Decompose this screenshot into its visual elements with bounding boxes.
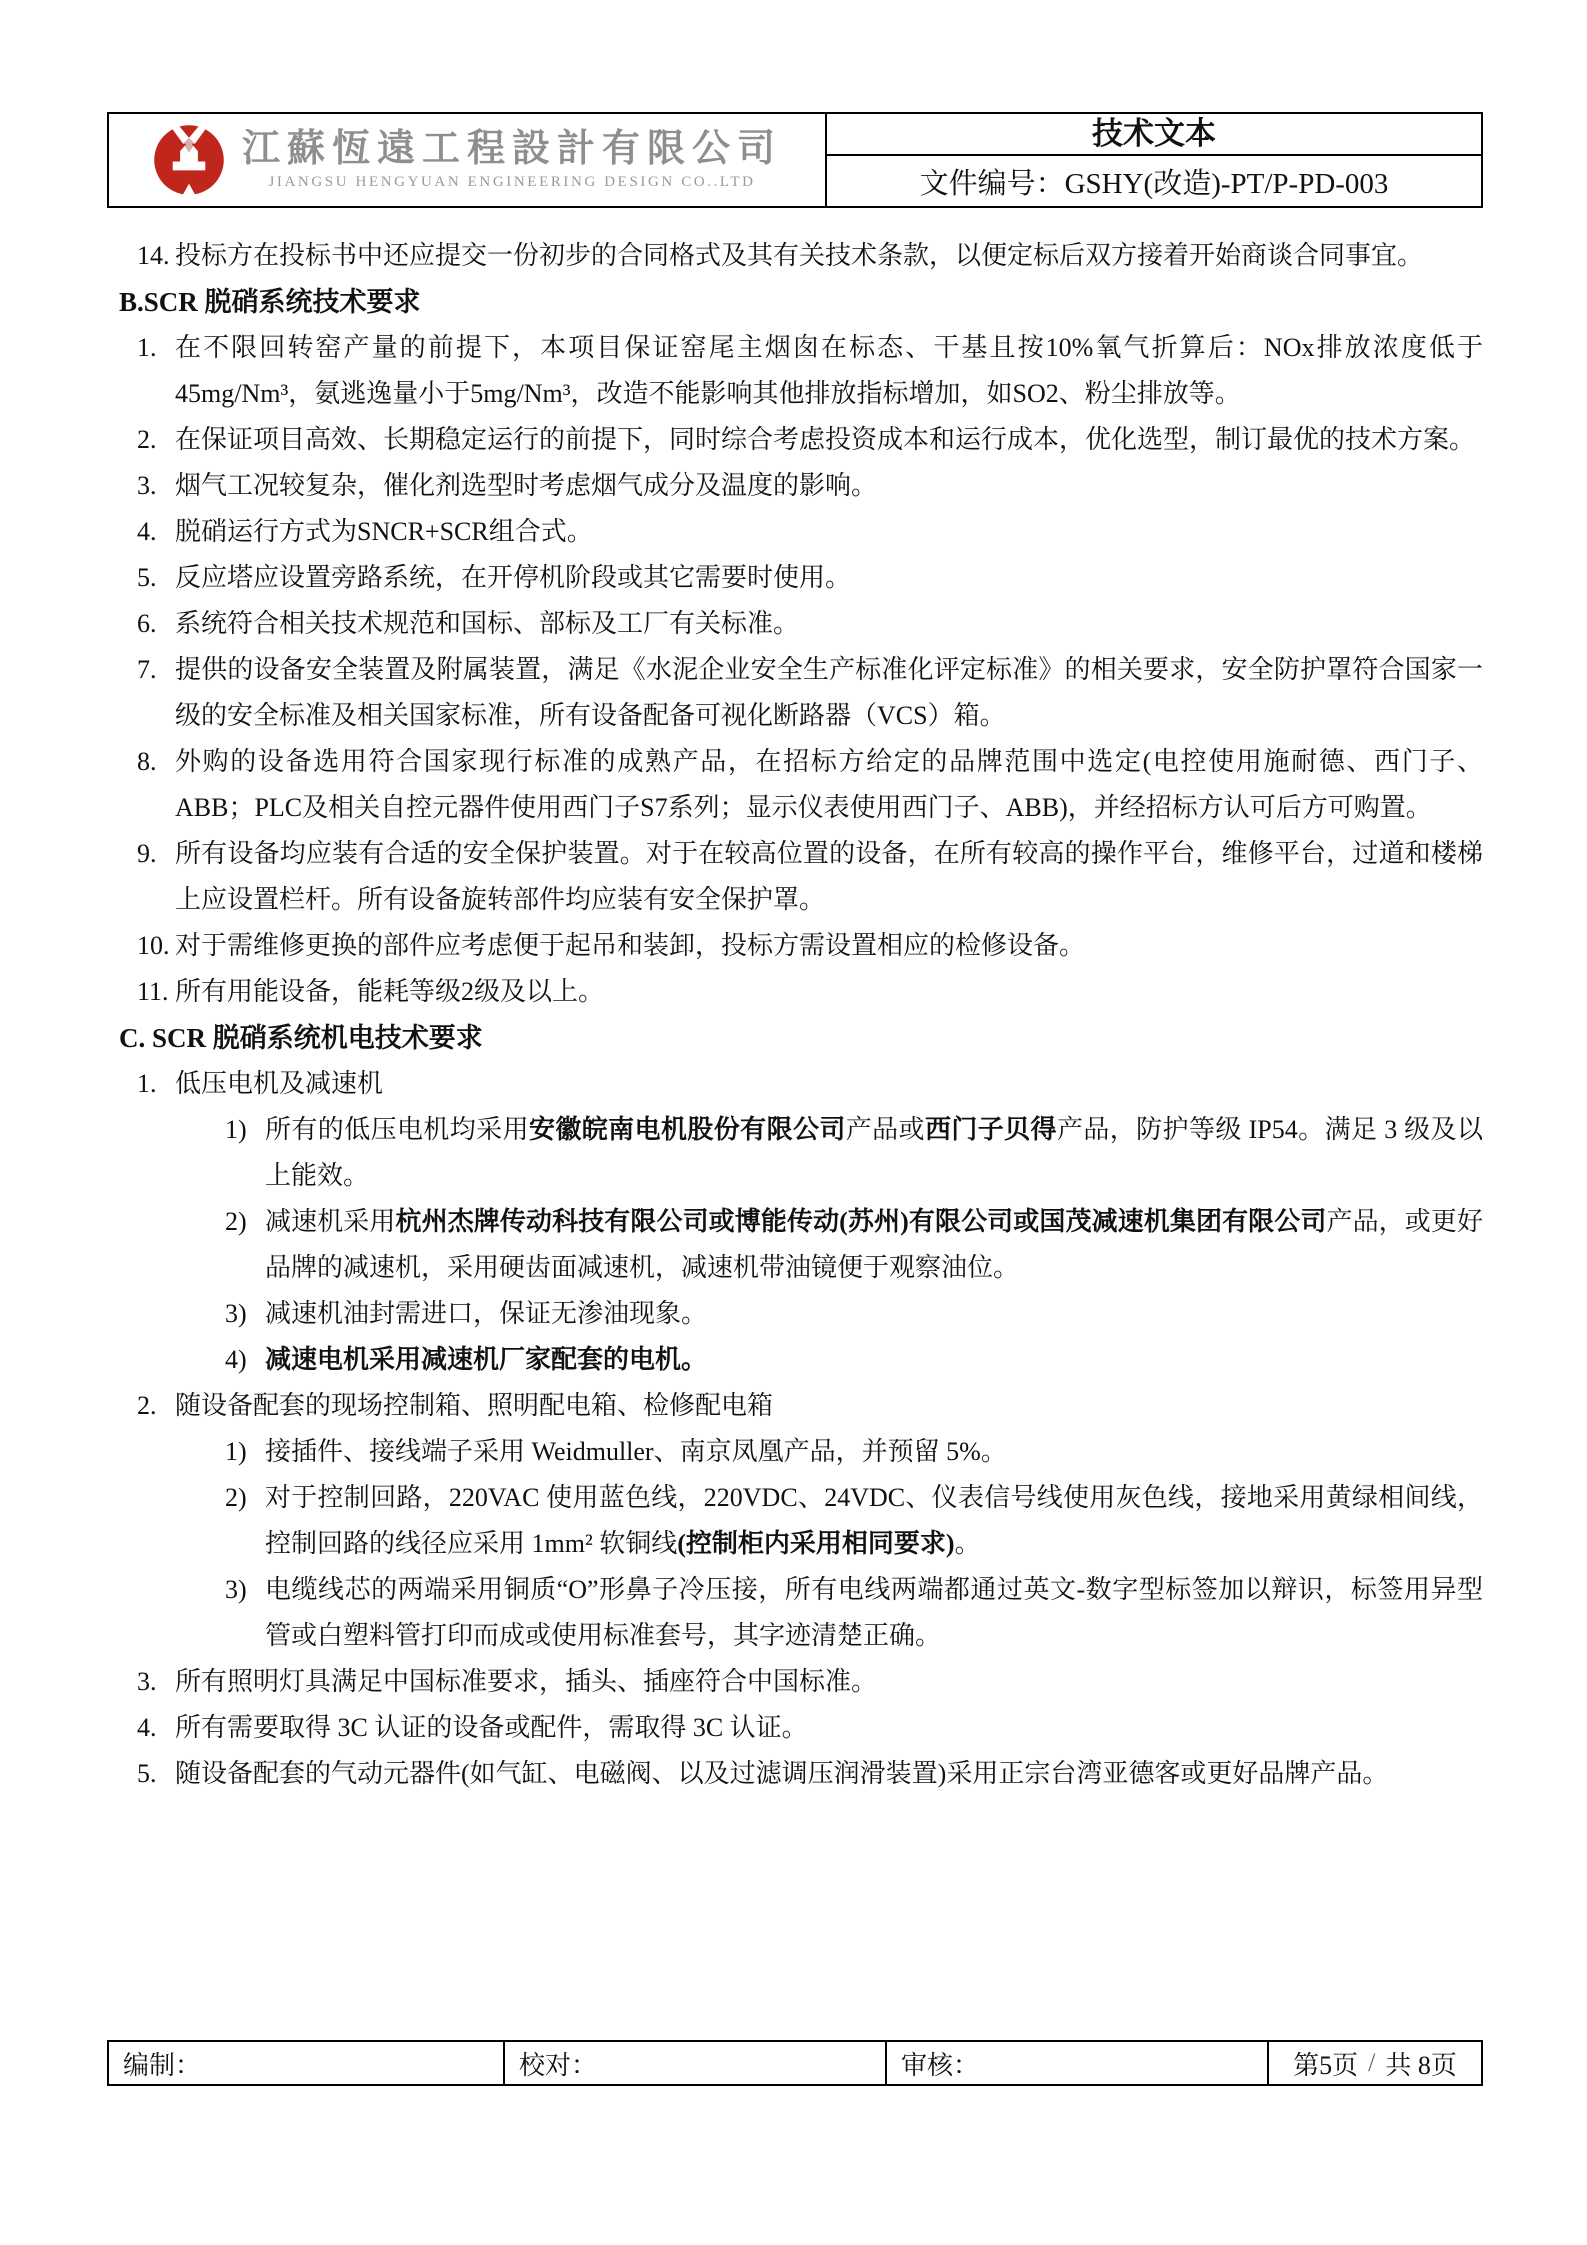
list-item-text: 所有用能设备，能耗等级2级及以上。 bbox=[175, 977, 605, 1006]
section-heading-b: B.SCR 脱硝系统技术要求 bbox=[119, 287, 421, 317]
list-item bbox=[137, 923, 1483, 969]
list-item-marker: 3) bbox=[225, 1575, 247, 1604]
list-item-text: 系统符合相关技术规范和国标、部标及工厂有关标准。 bbox=[175, 609, 800, 638]
list-item-text: 随设备配套的现场控制箱、照明配电箱、检修配电箱 bbox=[175, 1391, 774, 1420]
list-item-marker: 4. bbox=[137, 517, 157, 546]
list-item bbox=[137, 1659, 1483, 1705]
list-item-text: 减速电机采用减速机厂家配套的电机。 bbox=[265, 1345, 708, 1374]
list-item-marker: 2. bbox=[137, 1391, 157, 1420]
sub-list-item bbox=[225, 1107, 1483, 1199]
list-item-marker: 4) bbox=[225, 1345, 247, 1374]
list-item-marker: 1. bbox=[137, 333, 157, 362]
document-header bbox=[107, 112, 1483, 208]
sub-list-item bbox=[225, 1567, 1483, 1659]
list-item bbox=[137, 325, 1483, 417]
list-item-marker: 5. bbox=[137, 1759, 157, 1788]
doc-number-label: 文件编号： bbox=[919, 167, 1065, 200]
reviewed-by-label: 审核： bbox=[901, 2050, 980, 2080]
list-item-text: 电缆线芯的两端采用铜质“O”形鼻子冷压接，所有电线两端都通过英文-数字型标签加以辩识，标签用异型管或白塑料管打印而成或使用标准套号，其字迹清楚正确。 bbox=[265, 1575, 1483, 1650]
doc-number-value: GSHY(改造)-PT/P-PD-003 bbox=[1064, 167, 1389, 200]
list-item-marker: 10. bbox=[137, 931, 170, 960]
list-item bbox=[137, 969, 1483, 1015]
list-item-text: 外购的设备选用符合国家现行标准的成熟产品，在招标方给定的品牌范围中选定(电控使用施耐德、西门子、ABB；PLC及相关自控元器件使用西门子S7系列；显示仪表使用西门子、ABB)，并经招标方认可后方可购置。 bbox=[175, 747, 1483, 822]
list-item-marker: 3. bbox=[137, 471, 157, 500]
list-item-text: 对于控制回路，220VAC 使用蓝色线，220VDC、24VDC、仪表信号线使用灰色线，接地采用黄绿相间线，控制回路的线径应采用 1mm² 软铜线(控制柜内采用相同要求)。 bbox=[265, 1483, 1483, 1558]
page-total: 共 8页 bbox=[1385, 2050, 1457, 2080]
document-body bbox=[107, 233, 1483, 1797]
list-item-text: 接插件、接线端子采用 Weidmuller、南京凤凰产品，并预留 5%。 bbox=[265, 1437, 1007, 1466]
list-item-marker: 2) bbox=[225, 1207, 247, 1236]
list-item-marker: 2) bbox=[225, 1483, 247, 1512]
company-name-cn: 江蘇恆遠工程設計有限公司 bbox=[241, 128, 782, 170]
list-item-marker: 3) bbox=[225, 1299, 247, 1328]
page-current: 第5页 bbox=[1293, 2050, 1359, 2080]
list-item-text: 所有照明灯具满足中国标准要求，插头、插座符合中国标准。 bbox=[175, 1667, 878, 1696]
list-item bbox=[137, 463, 1483, 509]
company-block bbox=[109, 114, 827, 206]
sub-list-item bbox=[225, 1429, 1483, 1475]
list-item-marker: 7. bbox=[137, 655, 157, 684]
list-item-text: 脱硝运行方式为SNCR+SCR组合式。 bbox=[175, 517, 593, 546]
list-item-marker: 8. bbox=[137, 747, 157, 776]
list-item bbox=[137, 601, 1483, 647]
list-item-marker: 9. bbox=[137, 839, 157, 868]
footer-cell-page-number bbox=[1269, 2042, 1481, 2084]
list-item bbox=[137, 647, 1483, 739]
list-item-text: 提供的设备安全装置及附属装置，满足《水泥企业安全生产标准化评定标准》的相关要求，安全防护罩符合国家一级的安全标准及相关国家标准，所有设备配备可视化断路器（VCS）箱。 bbox=[175, 655, 1483, 730]
list-item-text: 随设备配套的气动元器件(如气缸、电磁阀、以及过滤调压润滑装置)采用正宗台湾亚德客或更好品牌产品。 bbox=[175, 1759, 1389, 1788]
list-item-text: 所有需要取得 3C 认证的设备或配件，需取得 3C 认证。 bbox=[175, 1713, 808, 1742]
list-item-marker: 4. bbox=[137, 1713, 157, 1742]
footer-cell-prepared-by bbox=[109, 2042, 505, 2084]
list-item bbox=[137, 831, 1483, 923]
list-item-marker: 5. bbox=[137, 563, 157, 592]
section-heading-c: C. SCR 脱硝系统机电技术要求 bbox=[119, 1023, 483, 1053]
list-item-marker: 2. bbox=[137, 425, 157, 454]
list-item-text: 减速机油封需进口，保证无渗油现象。 bbox=[265, 1299, 708, 1328]
prepared-by-label: 编制： bbox=[123, 2050, 202, 2080]
doc-type-title: 技术文本 bbox=[827, 114, 1481, 156]
doc-number bbox=[827, 156, 1481, 206]
list-item-text: 在保证项目高效、长期稳定运行的前提下，同时综合考虑投资成本和运行成本，优化选型，制订最优的技术方案。 bbox=[175, 425, 1476, 454]
checked-by-label: 校对： bbox=[519, 2050, 598, 2080]
list-item-text: 低压电机及减速机 bbox=[175, 1069, 384, 1098]
list-item-marker: 1) bbox=[225, 1115, 247, 1144]
list-item-text: 减速机采用杭州杰牌传动科技有限公司或博能传动(苏州)有限公司或国茂减速机集团有限公司产品，或更好品牌的减速机，采用硬齿面减速机，减速机带油镜便于观察油位。 bbox=[265, 1207, 1483, 1282]
list-item bbox=[137, 417, 1483, 463]
header-right bbox=[827, 114, 1481, 206]
list-item-marker: 11. bbox=[137, 977, 169, 1006]
list-item-marker: 14. bbox=[137, 241, 170, 270]
list-item bbox=[137, 1705, 1483, 1751]
footer-cell-reviewed-by bbox=[887, 2042, 1269, 2084]
list-item-marker: 3. bbox=[137, 1667, 157, 1696]
list-item bbox=[137, 739, 1483, 831]
page-separator: / bbox=[1368, 2048, 1376, 2077]
list-item-text: 投标方在投标书中还应提交一份初步的合同格式及其有关技术条款，以便定标后双方接着开始商谈合同事宜。 bbox=[175, 241, 1424, 270]
list-item bbox=[137, 509, 1483, 555]
sub-list-item bbox=[225, 1199, 1483, 1291]
company-names bbox=[242, 127, 782, 193]
list-item-text: 所有设备均应装有合适的安全保护装置。对于在较高位置的设备，在所有较高的操作平台，维修平台，过道和楼梯上应设置栏杆。所有设备旋转部件均应装有安全保护罩。 bbox=[175, 839, 1483, 914]
list-item bbox=[137, 1751, 1483, 1797]
list-item-text: 反应塔应设置旁路系统，在开停机阶段或其它需要时使用。 bbox=[175, 563, 852, 592]
footer-cell-checked-by bbox=[505, 2042, 887, 2084]
list-item-text: 对于需维修更换的部件应考虑便于起吊和装卸，投标方需设置相应的检修设备。 bbox=[175, 931, 1086, 960]
list-item bbox=[137, 1383, 1483, 1429]
sub-list-item bbox=[225, 1337, 1483, 1383]
sub-list-item bbox=[225, 1291, 1483, 1337]
list-item bbox=[137, 1061, 1483, 1107]
document-footer bbox=[107, 2040, 1483, 2086]
company-name-en: JIANGSU HENGYUAN ENGINEERING DESIGN CO..LTD bbox=[268, 174, 756, 190]
list-item-text: 烟气工况较复杂，催化剂选型时考虑烟气成分及温度的影响。 bbox=[175, 471, 878, 500]
list-item-text: 在不限回转窑产量的前提下，本项目保证窑尾主烟囱在标态、干基且按10%氧气折算后：NOx排放浓度低于45mg/Nm³，氨逃逸量小于5mg/Nm³，改造不能影响其他排放指标增加，如SO2、粉尘排放等。 bbox=[175, 333, 1483, 408]
company-logo-icon bbox=[152, 123, 226, 197]
list-item-marker: 1) bbox=[225, 1437, 247, 1466]
list-item-14 bbox=[137, 233, 1483, 279]
list-item-marker: 6. bbox=[137, 609, 157, 638]
list-item-marker: 1. bbox=[137, 1069, 157, 1098]
sub-list-item bbox=[225, 1475, 1483, 1567]
list-item bbox=[137, 555, 1483, 601]
list-item-text: 所有的低压电机均采用安徽皖南电机股份有限公司产品或西门子贝得产品，防护等级 IP54。满足 3 级及以上能效。 bbox=[265, 1115, 1483, 1190]
